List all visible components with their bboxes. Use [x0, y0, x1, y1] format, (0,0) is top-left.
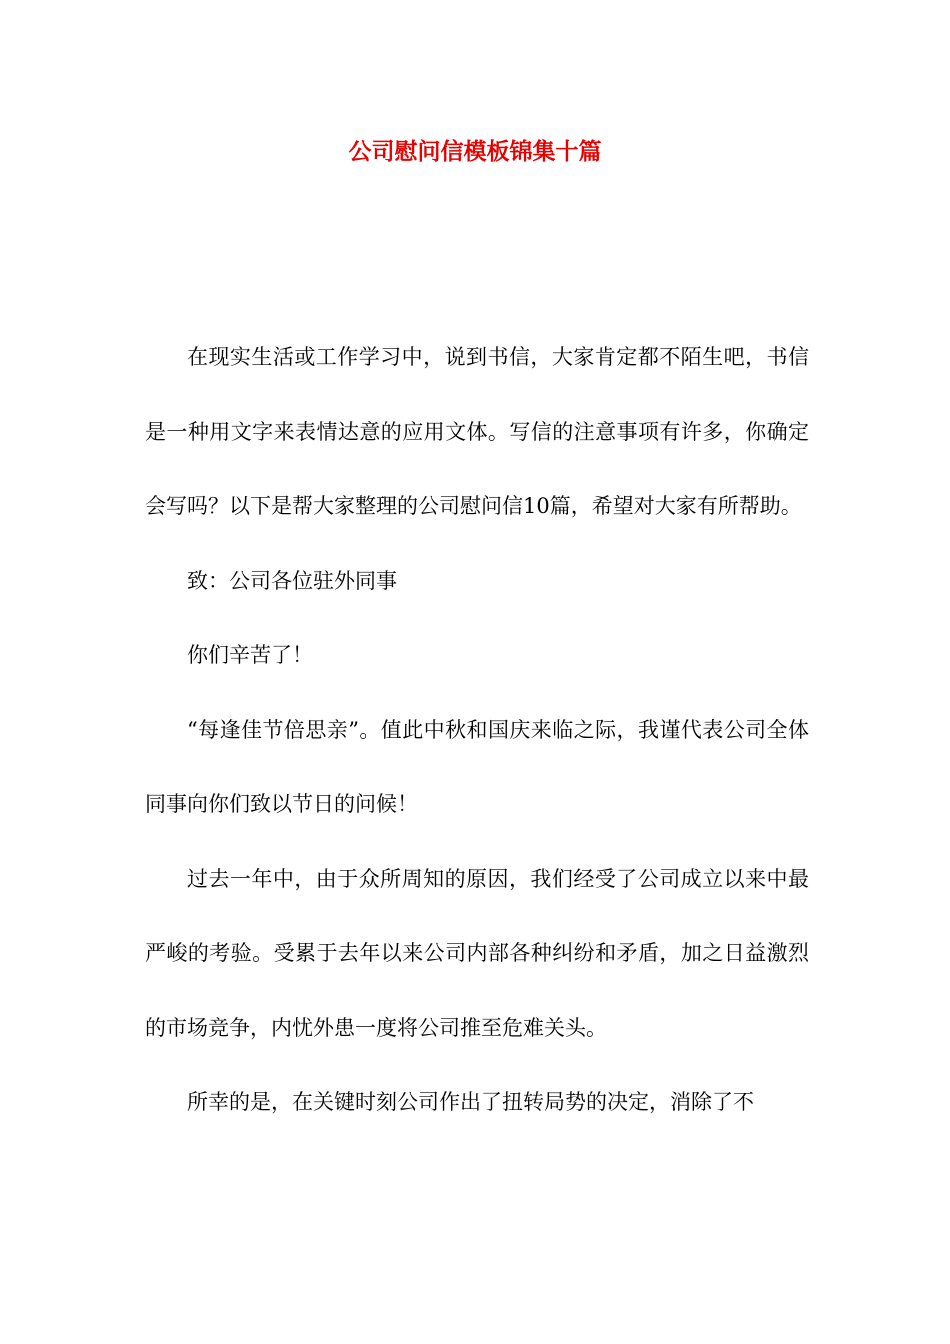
paragraph-intro: 在现实生活或工作学习中，说到书信，大家肯定都不陌生吧，书信是一种用文字来表情达意的应用文体。写信的注意事项有许多，你确定会写吗？以下是帮大家整理的公司慰问信10篇，希望对大家有所帮助。 [145, 345, 809, 518]
document-title: 公司慰问信模板锦集十篇 [348, 138, 602, 165]
paragraph-past-year: 过去一年中，由于众所周知的原因，我们经受了公司成立以来中最严峻的考验。受累于去年以来公司内部各种纠纷和矛盾，加之日益激烈的市场竞争，内忧外患一度将公司推至危难关头。 [145, 866, 809, 1040]
paragraph-festival: “每逢佳节倍思亲”。值此中秋和国庆来临之际，我谨代表公司全体同事向你们致以节日的问候！ [145, 717, 809, 816]
document-body [145, 320, 809, 1140]
paragraph-salutation: 致：公司各位驻外同事 [187, 568, 397, 593]
paragraph-greeting: 你们辛苦了！ [187, 643, 313, 667]
paragraph-fortunately: 所幸的是，在关键时刻公司作出了扭转局势的决定，消除了不 [187, 1090, 754, 1114]
